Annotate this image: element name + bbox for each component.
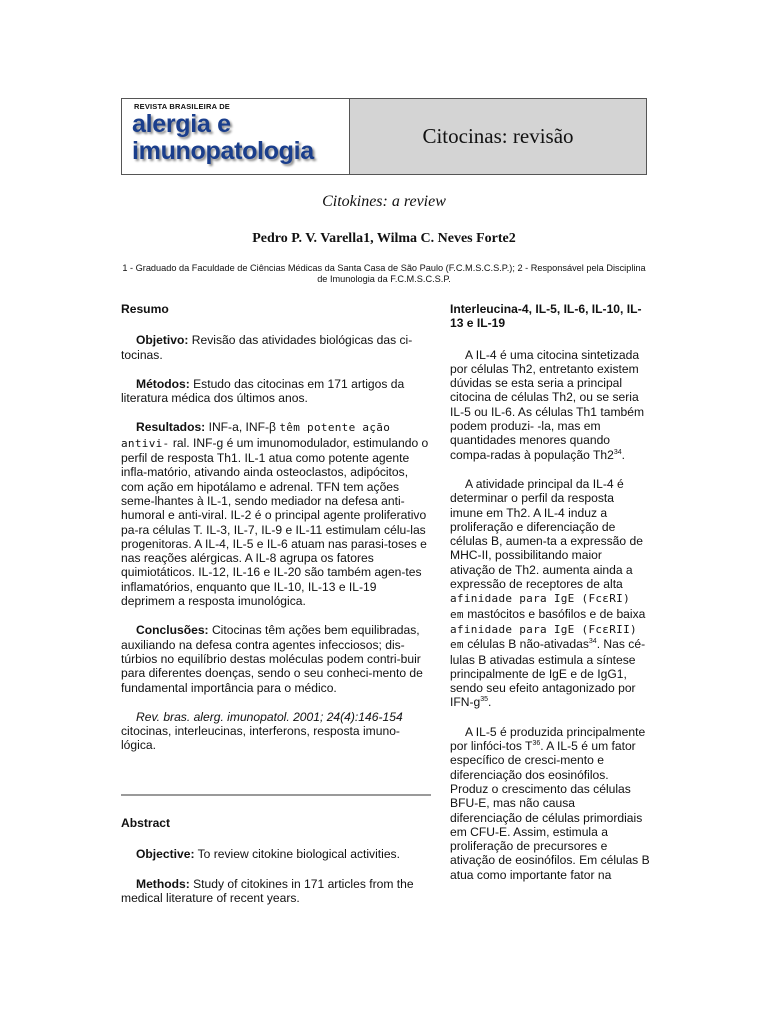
il5-paragraph (450, 725, 650, 882)
objetivo-label: Objetivo: (136, 333, 189, 348)
interleucina-heading: Interleucina-4, IL-5, IL-6, IL-10, IL-13 e IL-19 (450, 302, 642, 331)
il4-text: A IL-4 é uma citocina sintetizada por células Th2, entretanto existem dúvidas se esta seria a principal citocina de células Th2, ou se seria IL-5 ou IL-6. As células Th1 também podem produzi- -la, mas em quantidades menores quando compa-radas à população Th2 (450, 347, 645, 462)
objetivo-text: Revisão das atividades biológicas das ci-tocinas. (121, 333, 413, 362)
journal-logo-line2: imunopatologia (132, 137, 314, 165)
methods-label: Methods: (136, 876, 190, 891)
objective-paragraph (121, 847, 431, 861)
il4-activity-text-c: células B não-ativadas (463, 637, 589, 652)
conclusoes-label: Conclusões: (136, 623, 209, 638)
methods-text: Study of citokines in 171 articles from the medical literature of recent years. (121, 876, 414, 905)
metodos-label: Métodos: (136, 376, 190, 391)
resultados-text-alt: têm potente ação antivi- (121, 421, 391, 450)
methods-paragraph (121, 877, 431, 906)
il4-paragraph: A IL-4 é uma citocina sintetizada por células Th2, entretanto existem dúvidas se esta seria a principal citocina de células Th2, ou se seria IL-5 ou IL-6. As células Th1 também podem produzi- -la, mas em quantidades menores quando compa-radas à população $Th2^{34}$. (450, 347, 645, 462)
metodos-text: Estudo das citocinas em 171 artigos da literatura médica dos últimos anos. (121, 376, 405, 406)
il4-activity-ref1: 34 (588, 638, 597, 646)
citation-italic: Rev. bras. alerg. imunopatol. 2001; 24(4):146-154 (136, 709, 403, 724)
journal-logo (122, 99, 350, 174)
resultados-paragraph (121, 420, 431, 608)
il4-activity-text-d: . Nas cé-lulas B ativadas estimula a síntese principalmente de IgE e de IgG1, sendo seu efeito antagonizado por IFN-g (450, 637, 646, 710)
il4-activity-text-b: mastócitos e basófilos e de baixa (463, 606, 646, 621)
resultados-text-a: INF-a, INF-β (205, 420, 280, 435)
il4-activity-text-a: A atividade principal da IL-4 é determinar o perfil da resposta imune em Th2. A IL-4 induz a proliferação e diferenciação de células B, aumen-ta a expressão de MHC-II, possibilitando maior ativação de Th2. aumenta ainda a expressão de receptores de alta (450, 476, 643, 592)
abstract-section (121, 816, 431, 905)
left-column (121, 302, 431, 753)
objective-text: To review citokine biological activities. (194, 847, 400, 862)
conclusoes-paragraph (121, 623, 431, 694)
citation-paragraph (121, 710, 431, 753)
affiliations: 1 - Graduado da Faculdade de Ciências Médicas da Santa Casa de São Paulo (F.C.M.S.C.S.P.); 2 - Responsável pela Disciplina de Imunologia da F.C.M.S.C.S.P. (122, 263, 646, 284)
resultados-label: Resultados: (136, 420, 206, 435)
il4-activity-ref2: 35 (480, 696, 489, 704)
journal-logo-small: REVISTA BRASILEIRA DE (134, 102, 231, 111)
il5-ref: 36 (532, 739, 541, 747)
il5-text-b: . A IL-5 é um fator específico de cresci-mento e diferenciação dos eosinófilos. Produz o crescimento das células BFU-E, mas não causa diferenciação de células primordiais em CFU-E. Assim, estimula a proliferação de precursores e ativação de eosinófilos. Em células B atua como importante fator na (450, 739, 650, 882)
il4-activity-alt1: afinidade para IgE (FcεRI) em (450, 592, 630, 621)
resumo-heading: Resumo (121, 302, 169, 316)
il5-text-a: A IL-5 é produzida principalmente por linfóci-tos T (450, 724, 646, 754)
section-divider (121, 794, 431, 796)
objective-label: Objective: (136, 847, 195, 862)
conclusoes-text: Citocinas têm ações bem equilibradas, auxiliando na defesa contra agentes infecciosos; dis-túrbios no equilíbrio destas moléculas podem contri-buir para diferentes doenças, sendo o seu conheci-mento de fundamental importância para o médico. (121, 623, 423, 695)
il4-activity-alt2: afinidade para IgE (FcεRII) em (450, 622, 637, 652)
right-column (450, 302, 650, 882)
il4-ref: 34 (613, 448, 622, 456)
authors: Pedro P. V. Varella1, Wilma C. Neves Forte2 (252, 231, 516, 246)
metodos-paragraph (121, 377, 431, 406)
journal-logo-line1: alergia e (132, 110, 231, 138)
objetivo-paragraph (121, 333, 431, 362)
citation-keywords: citocinas, interleucinas, interferons, resposta imuno-lógica. (121, 724, 400, 753)
article-title: Citocinas: revisão (350, 99, 646, 174)
article-subtitle: Citokines: a review (322, 193, 446, 210)
abstract-heading: Abstract (121, 816, 171, 830)
il4-activity-paragraph: A atividade principal da IL-4 é determinar o perfil da resposta imune em Th2. A IL-4 induz a proliferação e diferenciação de células B, aumen-ta a expressão de MHC-II, possibilitando maior ativação de Th2. aumenta ainda a expressão de receptores de alta afinidade para IgE (FcεRI) em mastócitos e basófilos e de baixa afinidade para IgE (FcεRII) em células B não-ativadas$^{34}$. Nas cé-lulas B ativadas estimula a síntese principalmente de IgE e de IgG1, sendo seu efeito antagonizado por IFN-$g^{35}$. (450, 476, 646, 710)
journal-header (121, 98, 647, 175)
resultados-text-b: ral. INF-g é um imunomodulador, estimulando o perfil de resposta Th1. IL-1 atua como potente agente infla-matório, ativando ainda osteoclastos, adipócitos, com ação em hipotálamo e adrenal. TFN tem ações seme-lhantes à IL-1, sendo mediador na defesa anti-humoral e anti-viral. IL-2 é o principal agente proliferativo pa-ra células T. IL-3, IL-7, IL-9 e IL-11 estimulam célu-las progenitoras. A IL-4, IL-5 e IL-6 atuam nas parasi-toses e nas reações alérgicas. A IL-8 agrupa os fatores quimiotáticos. IL-12, IL-16 e IL-20 são também agen-tes inflamatórios, enquanto que IL-10, IL-13 e IL-19 deprimem a resposta imunológica. (121, 435, 429, 609)
